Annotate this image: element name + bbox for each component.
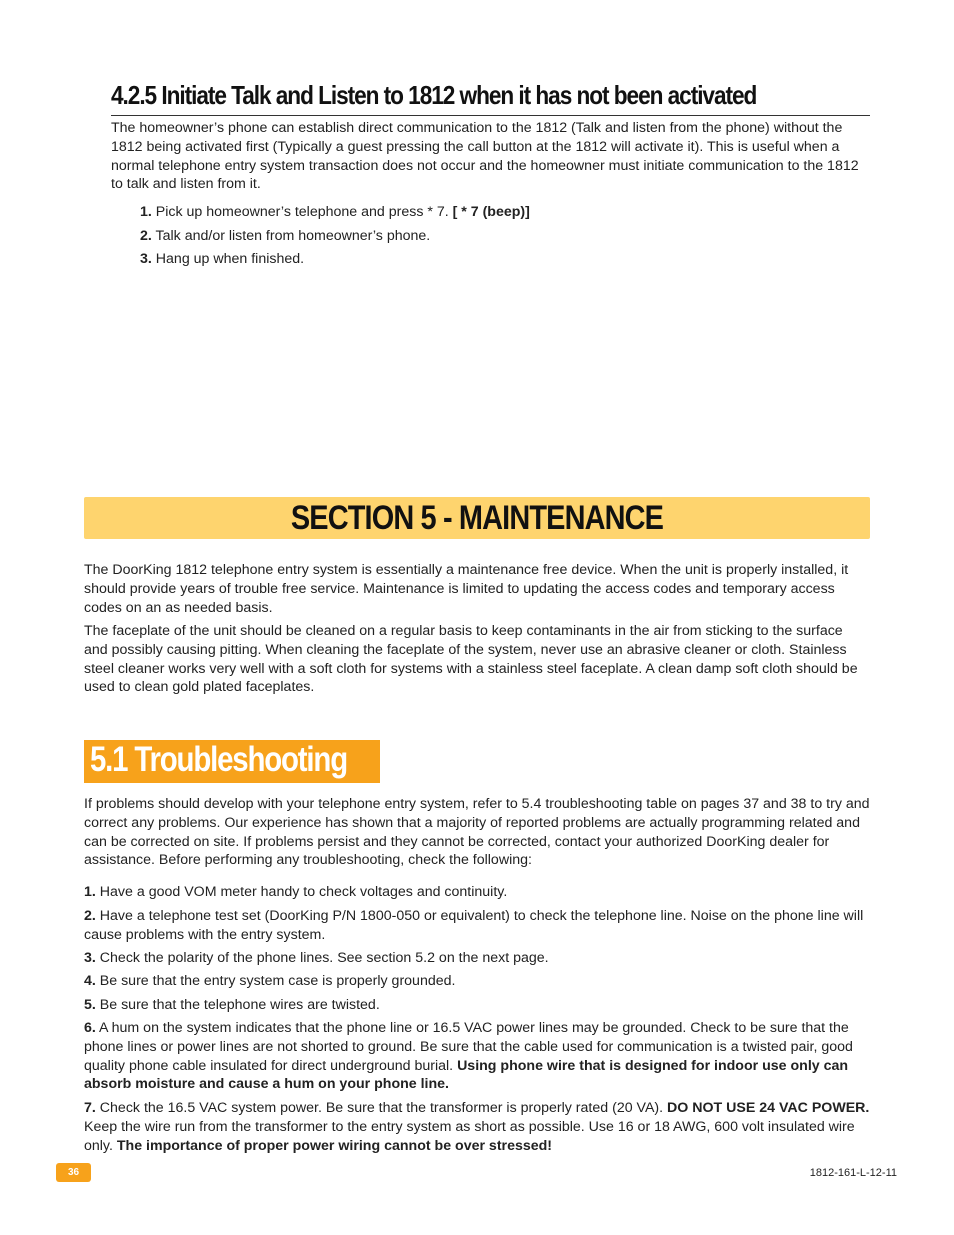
checklist-item [84, 972, 874, 991]
troubleshooting-banner [84, 740, 380, 783]
section-5-banner [84, 497, 870, 539]
item-number: 7. [84, 1100, 96, 1116]
page-number-badge: 36 [56, 1163, 91, 1182]
item-text: Check the polarity of the phone lines. See section 5.2 on the next page. [99, 950, 549, 966]
checklist-item [84, 1099, 874, 1155]
item-warning: The importance of proper power wiring cannot be over stressed! [116, 1137, 553, 1154]
item-text: Have a good VOM meter handy to check voltages and continuity. [99, 884, 508, 900]
item-number: 4. [84, 973, 96, 989]
maintenance-paragraph: The DoorKing 1812 telephone entry system is essentially a maintenance free device. When the unit is properly installed, it should provide years of trouble free service. Maintenance is limited to updating the access codes and temporary access codes on an as needed basis. [84, 562, 849, 616]
item-warning: Using phone wire that is designed for indoor use only can absorb moisture and cause a hum on your phone line. [84, 1057, 849, 1093]
step-key-sequence: [ * 7 (beep)] [452, 204, 530, 220]
troubleshooting-title: 5.1 Troubleshooting [90, 740, 347, 779]
step-text: Talk and/or listen from homeowner’s phone. [155, 228, 431, 244]
step-text: Hang up when finished. [155, 251, 305, 267]
troubleshooting-intro: If problems should develop with your telephone entry system, refer to 5.4 troubleshooting table on pages 37 and 38 to try and correct any problems. Our experience has shown that a majority of reported problems are actually programming related and can be corrected on site. If problems persist and they cannot be corrected, contact your authorized DoorKing dealer for assistance. Before performing any troubleshooting, check the following: [84, 796, 870, 869]
section-4-2-5-paragraph: The homeowner’s phone can establish direct communication to the 1812 (Talk and listen from the phone) without the 1812 being activated first (Typically a guest pressing the call button at the 1812 will activate it). This is useful when a normal telephone entry system transaction does not occur and the homeowner must initiate communication to the 1812 to talk and listen from it. [111, 120, 859, 193]
step-text: Pick up homeowner’s telephone and press * 7. [155, 204, 453, 220]
item-number: 5. [84, 997, 96, 1013]
item-warning: DO NOT USE 24 VAC POWER. [667, 1100, 870, 1116]
document-code: 1812-161-L-12-11 [809, 1167, 897, 1179]
checklist-item [84, 883, 874, 902]
item-text: Have a telephone test set (DoorKing P/N 1800-050 or equivalent) to check the telephone line. Noise on the phone line will cause problems with the entry system. [84, 908, 864, 943]
step-item [140, 227, 430, 245]
item-text: Be sure that the entry system case is properly grounded. [99, 973, 456, 989]
heading-rule [111, 115, 870, 116]
checklist-item [84, 907, 874, 945]
item-number: 6. [84, 1020, 96, 1036]
step-item [140, 203, 530, 221]
section-heading-4-2-5: 4.2.5 Initiate Talk and Listen to 1812 when it has not been activated [111, 80, 757, 110]
item-text: Check the 16.5 VAC system power. Be sure that the transformer is properly rated (20 VA). [99, 1100, 668, 1116]
item-text: A hum on the system indicates that the phone line or 16.5 VAC power lines may be grounded. Check to be sure that the phone lines or power lines are not shorted to ground. Be sure that the cable used for communication is a twisted pair, good quality phone cable insulated for direct underground burial. [84, 1020, 853, 1074]
checklist-item [84, 949, 874, 968]
section-5-title: SECTION 5 - MAINTENANCE [290, 499, 664, 537]
step-number: 1. [140, 204, 152, 220]
checklist-item [84, 1019, 874, 1094]
item-number: 1. [84, 884, 96, 900]
item-number: 2. [84, 908, 96, 924]
item-number: 3. [84, 950, 96, 966]
maintenance-paragraph: The faceplate of the unit should be cleaned on a regular basis to keep contaminants in the air from sticking to the surface and possibly causing pitting. When cleaning the faceplate of the system, never use an abrasive cleaner or cloth. Stainless steel cleaner works very well with a soft cloth for systems with a stainless steel faceplate. A clean damp soft cloth should be used to clean gold plated faceplates. [84, 623, 858, 696]
step-number: 3. [140, 251, 152, 267]
checklist-item [84, 996, 874, 1015]
item-text: Keep the wire run from the transformer to the entry system as short as possible. Use 16 or 18 AWG, 600 volt insulated wire only. [84, 1118, 855, 1154]
step-item [140, 250, 304, 268]
item-text: Be sure that the telephone wires are twisted. [99, 997, 380, 1013]
step-number: 2. [140, 228, 152, 244]
